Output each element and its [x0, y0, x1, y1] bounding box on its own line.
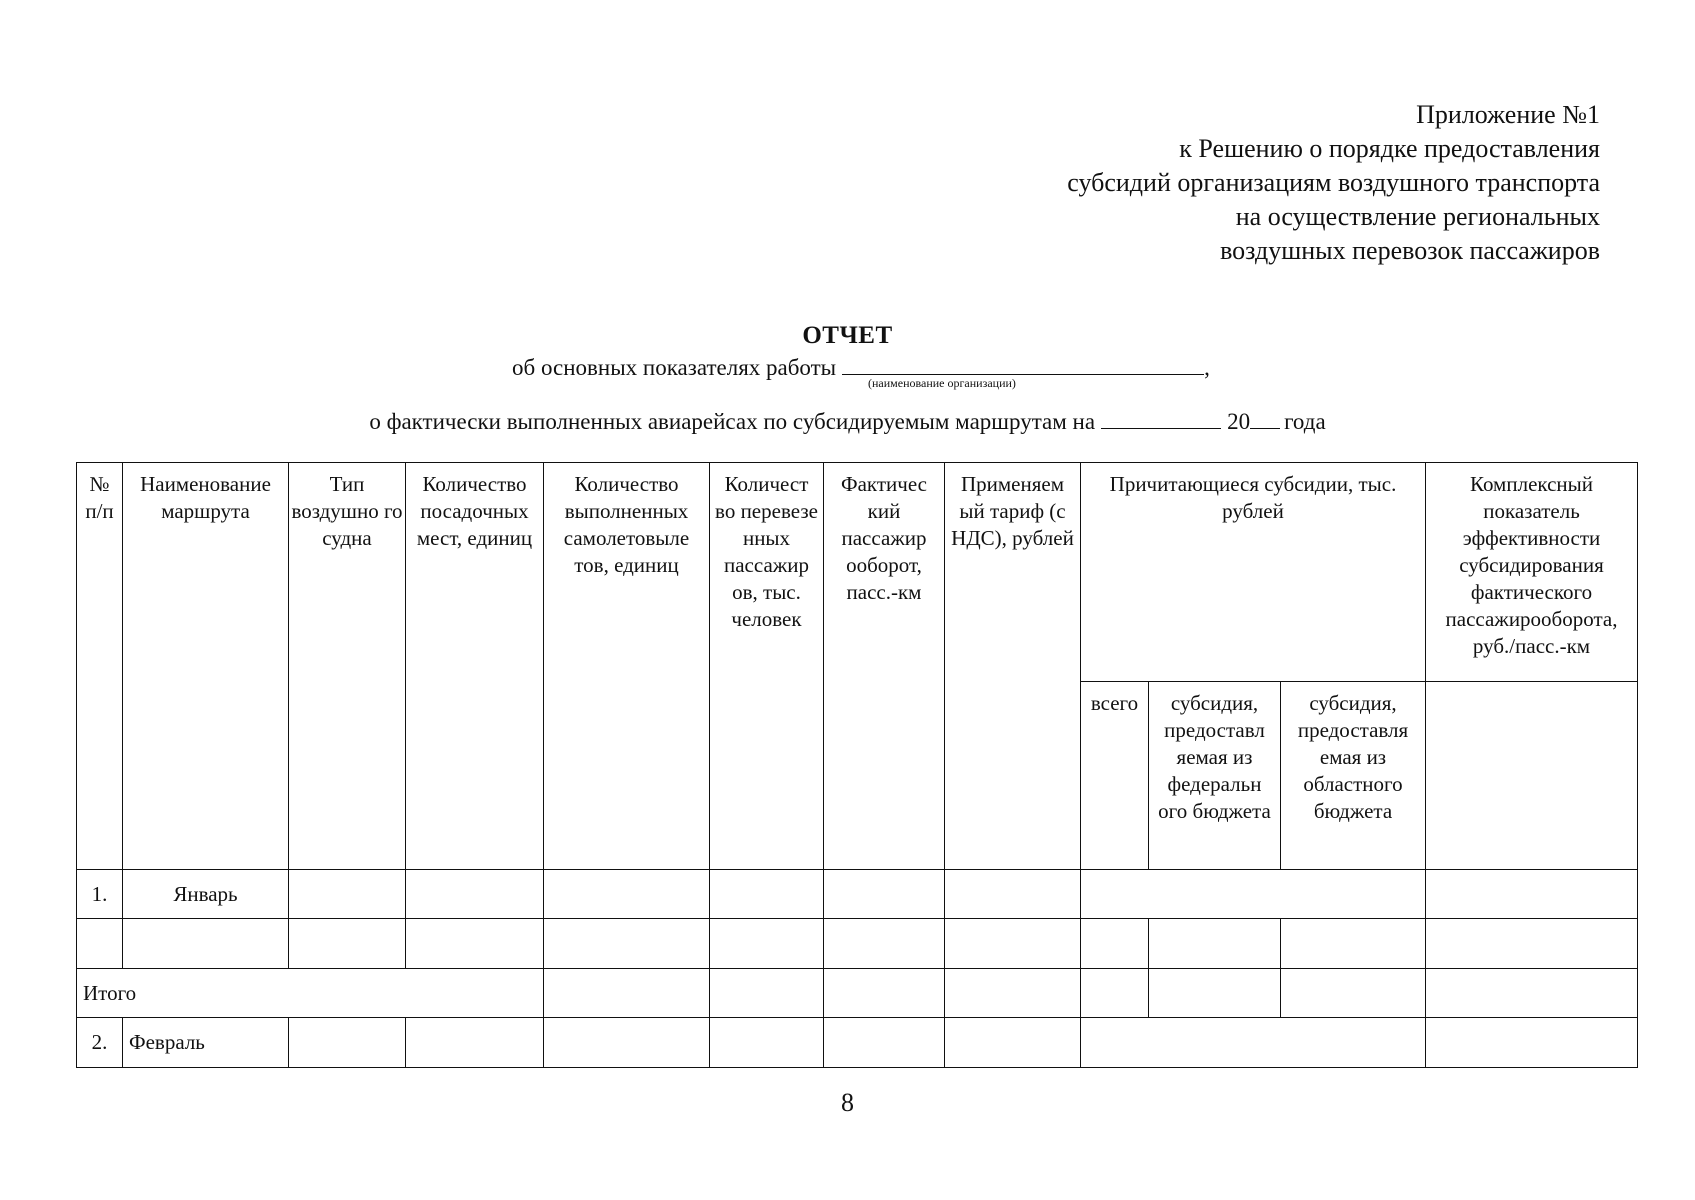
cell [710, 870, 824, 919]
table-row [77, 1018, 1638, 1068]
cell [544, 969, 710, 1018]
row-num: 2. [77, 1018, 123, 1068]
cell [1281, 919, 1426, 969]
org-name-caption: (наименование организации) [868, 376, 1016, 390]
year-prefix: 20 [1227, 409, 1251, 434]
header-route: Наименование маршрута [123, 463, 289, 870]
cell [289, 919, 406, 969]
header-tariff: Применяем ый тариф (с НДС), рублей [945, 463, 1081, 870]
cell [945, 870, 1081, 919]
cell [289, 870, 406, 919]
appendix-line: воздушных перевозок пассажиров [1220, 236, 1600, 265]
cell [77, 919, 123, 969]
cell [123, 919, 289, 969]
cell [824, 919, 945, 969]
cell [824, 969, 945, 1018]
report-title: ОТЧЕТ [802, 322, 893, 349]
appendix-line: на осуществление региональных [1235, 202, 1600, 231]
header-passengers: Количест во перевезе нных пассажир ов, тыс. человек [710, 463, 824, 870]
line1-text: об основных показателях работы [512, 355, 837, 380]
header-aircraft: Тип воздушно го судна [289, 463, 406, 870]
line2-end: года [1284, 409, 1326, 434]
header-seats: Количество посадочных мест, единиц [406, 463, 544, 870]
date-blank [1101, 408, 1221, 429]
cell [1426, 919, 1638, 969]
cell [945, 919, 1081, 969]
cell [406, 1018, 544, 1068]
cell [1149, 969, 1281, 1018]
row-name: Январь [123, 870, 289, 919]
cell-merged [1081, 870, 1426, 919]
cell [544, 919, 710, 969]
cell [1426, 870, 1638, 919]
subheader-total: всего [1081, 682, 1149, 870]
cell [1081, 969, 1149, 1018]
cell [1149, 919, 1281, 969]
cell [544, 870, 710, 919]
appendix-line: к Решению о порядке предоставления [1179, 134, 1600, 163]
cell [289, 1018, 406, 1068]
table-row-total [77, 969, 1638, 1018]
subheader-federal: субсидия, предоставл яемая из федеральн ого бюджета [1149, 682, 1281, 870]
appendix-line: Приложение №1 [1416, 100, 1600, 129]
subheader-empty [1426, 682, 1638, 870]
cell [710, 1018, 824, 1068]
header-flights: Количество выполненных самолетовыле тов, единиц [544, 463, 710, 870]
cell [824, 870, 945, 919]
year-blank [1250, 408, 1280, 429]
header-row [77, 463, 1638, 682]
subheader-regional: субсидия, предоставля емая из областного бюджета [1281, 682, 1426, 870]
cell [1426, 1018, 1638, 1068]
report-table [76, 462, 1638, 1068]
report-subtitle-line1 [512, 352, 1210, 381]
row-num: 1. [77, 870, 123, 919]
cell [945, 969, 1081, 1018]
appendix-block [1067, 98, 1600, 268]
cell-merged [1081, 1018, 1426, 1068]
cell [1426, 969, 1638, 1018]
cell [945, 1018, 1081, 1068]
table-row [77, 870, 1638, 919]
header-efficiency: Комплексный показатель эффективности субсидирования фактического пассажирооборота, руб./пасс.-км [1426, 463, 1638, 682]
row-name: Февраль [123, 1018, 289, 1068]
org-name-blank [842, 352, 1204, 375]
header-subsidies: Причитающиеся субсидии, тыс. рублей [1081, 463, 1426, 682]
cell [710, 919, 824, 969]
report-subtitle-line2 [0, 408, 1695, 435]
total-label: Итого [77, 969, 544, 1018]
appendix-line: субсидий организациям воздушного транспорта [1067, 168, 1600, 197]
cell [824, 1018, 945, 1068]
line2-text: о фактически выполненных авиарейсах по субсидируемым маршрутам на [369, 409, 1096, 434]
cell [1081, 919, 1149, 969]
cell [406, 919, 544, 969]
cell [406, 870, 544, 919]
cell [710, 969, 824, 1018]
page-number: 8 [841, 1088, 854, 1117]
header-num: № п/п [77, 463, 123, 870]
header-turnover: Фактичес кий пассажир ооборот, пасс.-км [824, 463, 945, 870]
cell [544, 1018, 710, 1068]
table-row [77, 919, 1638, 969]
line1-comma: , [1204, 355, 1210, 380]
cell [1281, 969, 1426, 1018]
